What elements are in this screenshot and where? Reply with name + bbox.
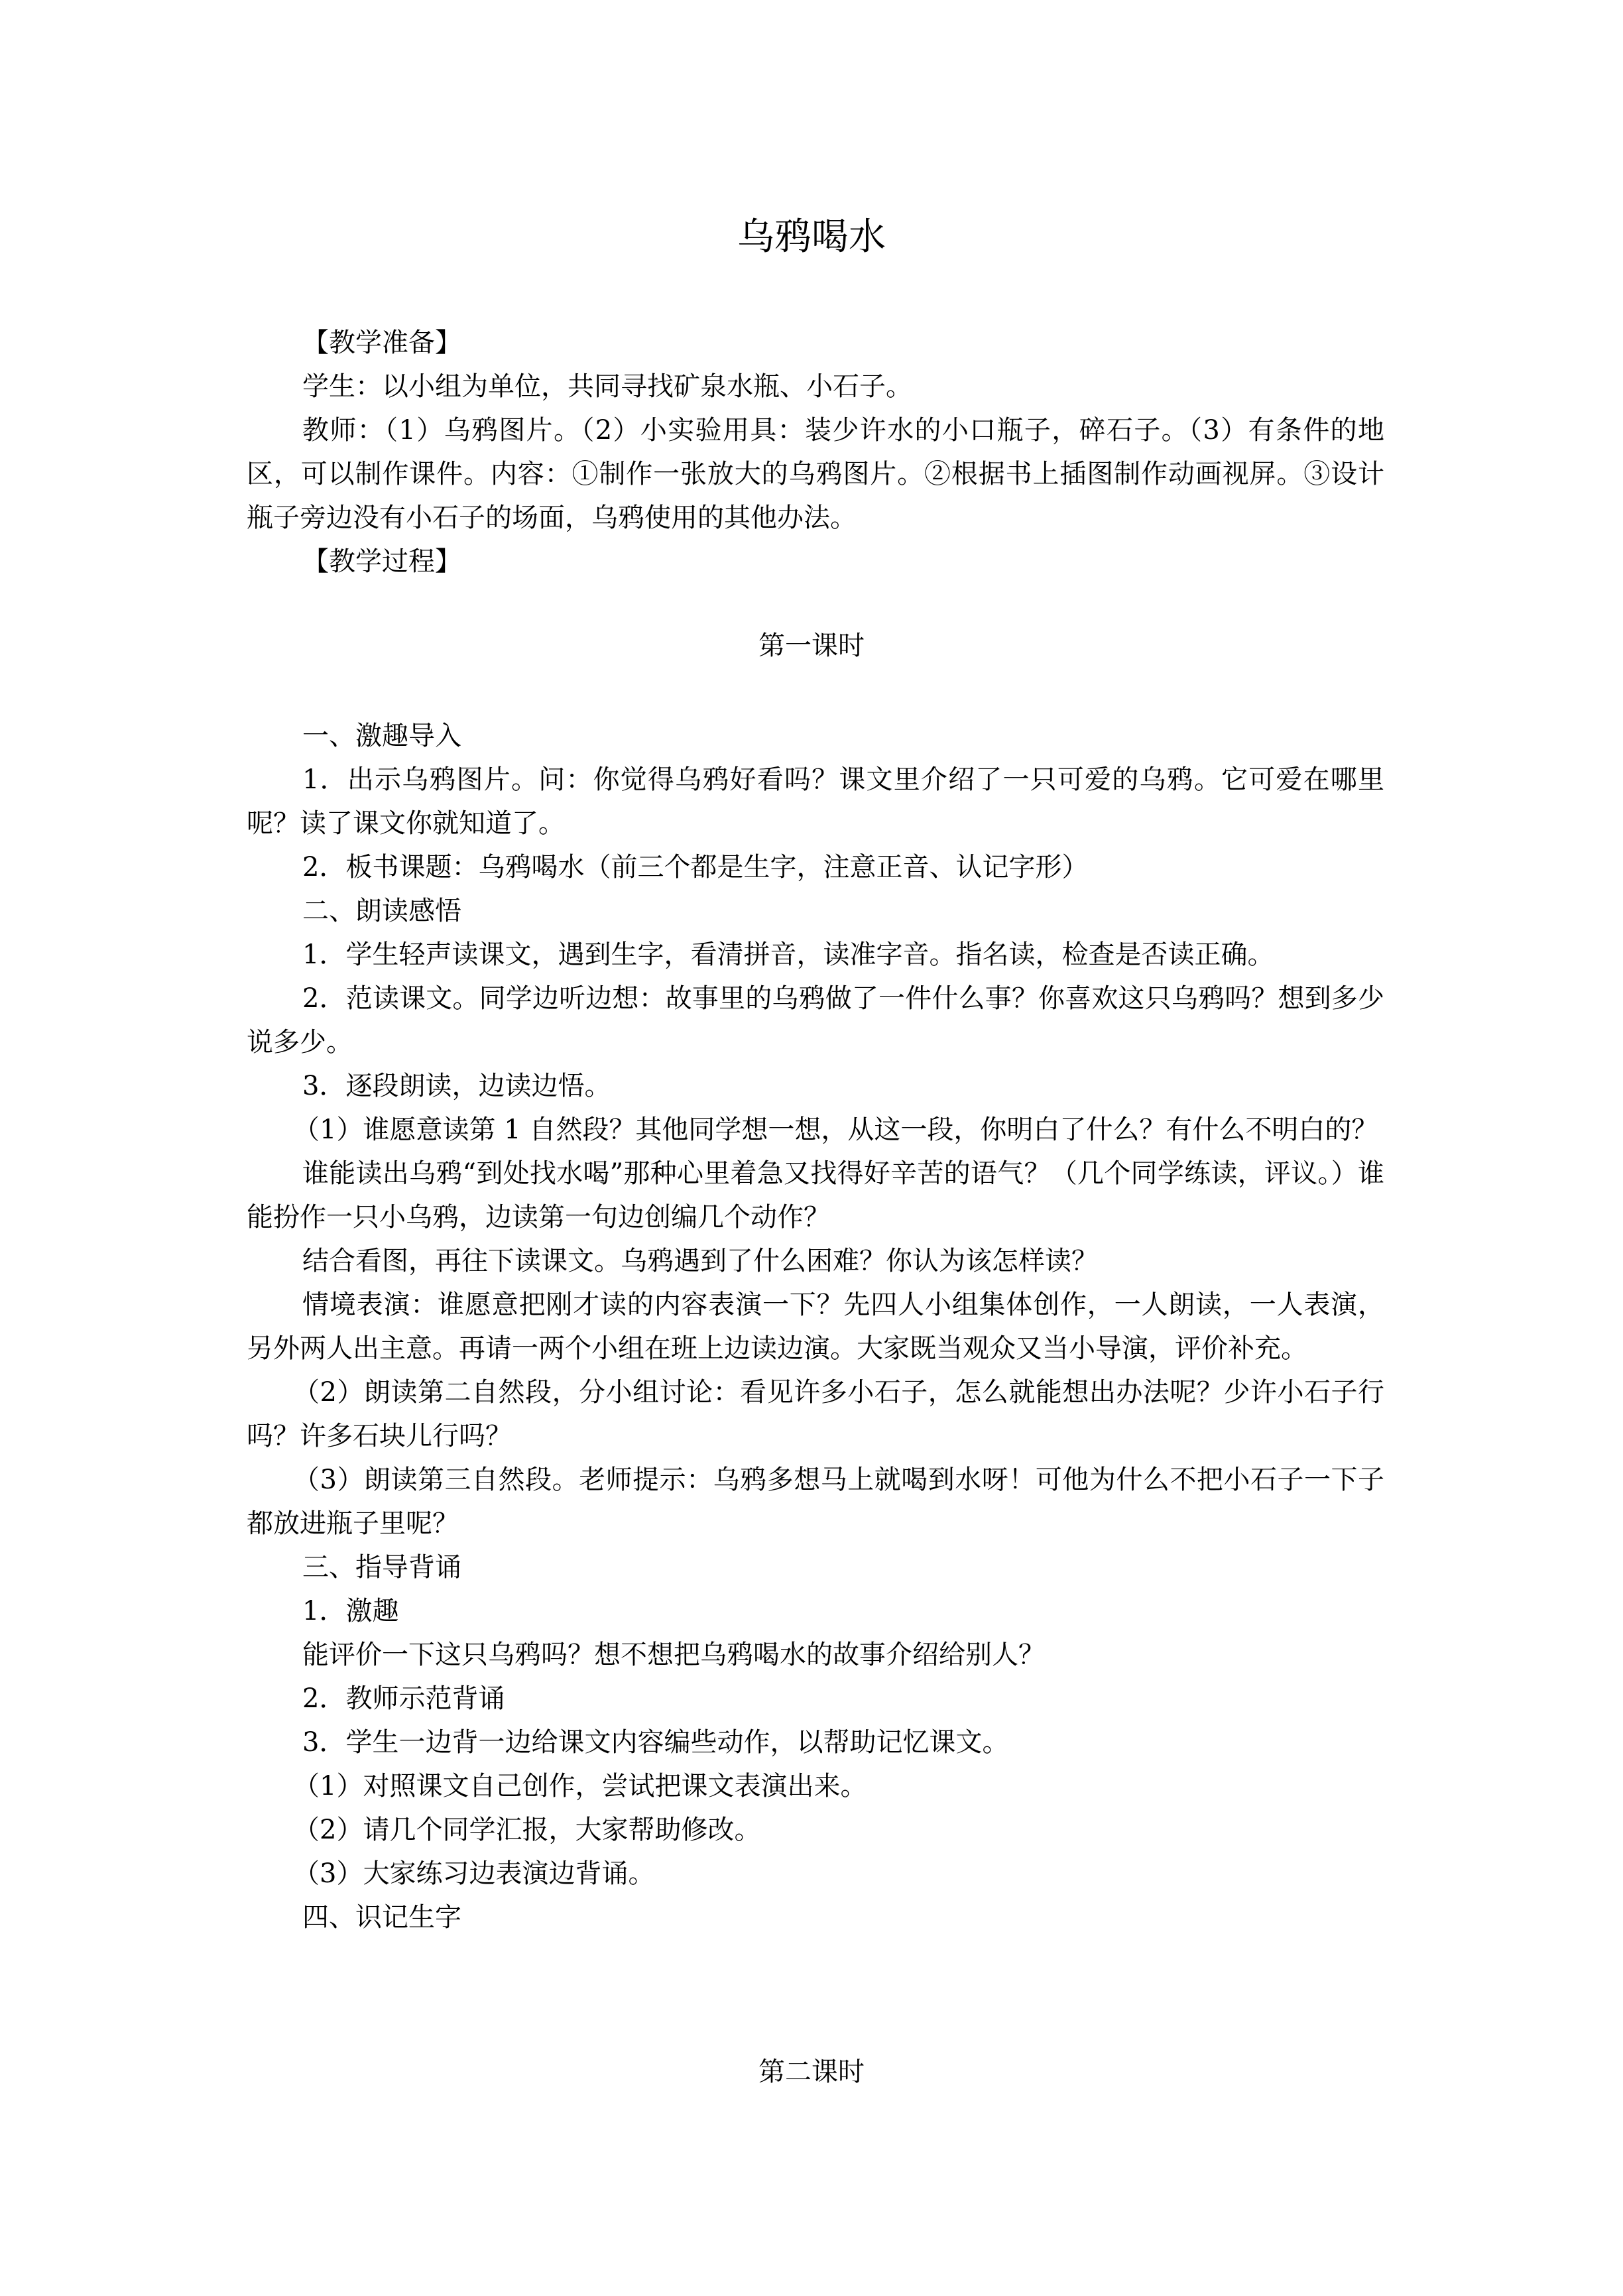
- section-heading: 一、激趣导入: [302, 721, 461, 751]
- page-title: 乌鸦喝水: [737, 215, 886, 259]
- lesson1-heading: 第一课时: [758, 631, 865, 661]
- paragraph: （1）谁愿意读第 1 自然段？其他同学想一想，从这一段，你明白了什么？有什么不明白的？: [293, 1115, 1378, 1145]
- paragraph: 1．激趣: [302, 1596, 399, 1626]
- paragraph: （3）朗读第三自然段。老师提示：乌鸦多想马上就喝到水呀！可他为什么不把小石子一下子都放进瓶子里呢？: [247, 1465, 1384, 1539]
- paragraph: 2．范读课文。同学边听边想：故事里的乌鸦做了一件什么事？你喜欢这只乌鸦吗？想到多少说多少。: [247, 983, 1384, 1057]
- prep-students: 学生：以小组为单位，共同寻找矿泉水瓶、小石子。: [302, 371, 912, 402]
- paragraph: 1．学生轻声读课文，遇到生字，看清拼音，读准字音。指名读，检查是否读正确。: [302, 939, 1274, 970]
- lesson1-body: [247, 714, 1384, 1939]
- prep-header: 【教学准备】: [302, 328, 461, 358]
- paragraph: 3．学生一边背一边给课文内容编些动作，以帮助记忆课文。: [302, 1727, 1009, 1758]
- paragraph: 能评价一下这只乌鸦吗？想不想把乌鸦喝水的故事介绍给别人？: [302, 1640, 1045, 1670]
- preparation-section: [247, 321, 1384, 583]
- prep-teacher: 教师：（1）乌鸦图片。（2）小实验用具：装少许水的小口瓶子，碎石子。（3）有条件的地区，可以制作课件。内容：①制作一张放大的乌鸦图片。②根据书上插图制作动画视屏。③设计瓶子旁边没有小石子的场面，乌鸦使用的其他办法。: [247, 415, 1384, 533]
- paragraph: 谁能读出乌鸦“到处找水喝”那种心里着急又找得好辛苦的语气？（几个同学练读，评议。）谁能扮作一只小乌鸦，边读第一句边创编几个动作？: [247, 1158, 1384, 1233]
- paragraph: （2）朗读第二自然段，分小组讨论：看见许多小石子，怎么就能想出办法呢？少许小石子行吗？许多石块儿行吗？: [247, 1377, 1384, 1451]
- section-heading: 二、朗读感悟: [302, 896, 461, 926]
- paragraph: （3）大家练习边表演边背诵。: [293, 1858, 655, 1889]
- section-heading: 四、识记生字: [302, 1902, 461, 1933]
- paragraph: 情境表演：谁愿意把刚才读的内容表演一下？先四人小组集体创作，一人朗读，一人表演，另外两人出主意。再请一两个小组在班上边读边演。大家既当观众又当小导演，评价补充。: [247, 1290, 1384, 1364]
- paragraph: 3．逐段朗读，边读边悟。: [302, 1071, 611, 1101]
- lesson2-heading: 第二课时: [758, 2057, 865, 2087]
- section-heading: 三、指导背诵: [302, 1552, 461, 1583]
- paragraph: 1．出示乌鸦图片。问：你觉得乌鸦好看吗？课文里介绍了一只可爱的乌鸦。它可爱在哪里呢？读了课文你就知道了。: [247, 764, 1384, 839]
- paragraph: 2．教师示范背诵: [302, 1683, 505, 1714]
- process-header: 【教学过程】: [302, 546, 461, 577]
- paragraph: 2．板书课题：乌鸦喝水（前三个都是生字，注意正音、认记字形）: [302, 852, 1089, 882]
- paragraph: （2）请几个同学汇报，大家帮助修改。: [293, 1815, 761, 1845]
- paragraph: 结合看图，再往下读课文。乌鸦遇到了什么困难？你认为该怎样读？: [302, 1246, 1098, 1276]
- paragraph: （1）对照课文自己创作，尝试把课文表演出来。: [293, 1771, 867, 1801]
